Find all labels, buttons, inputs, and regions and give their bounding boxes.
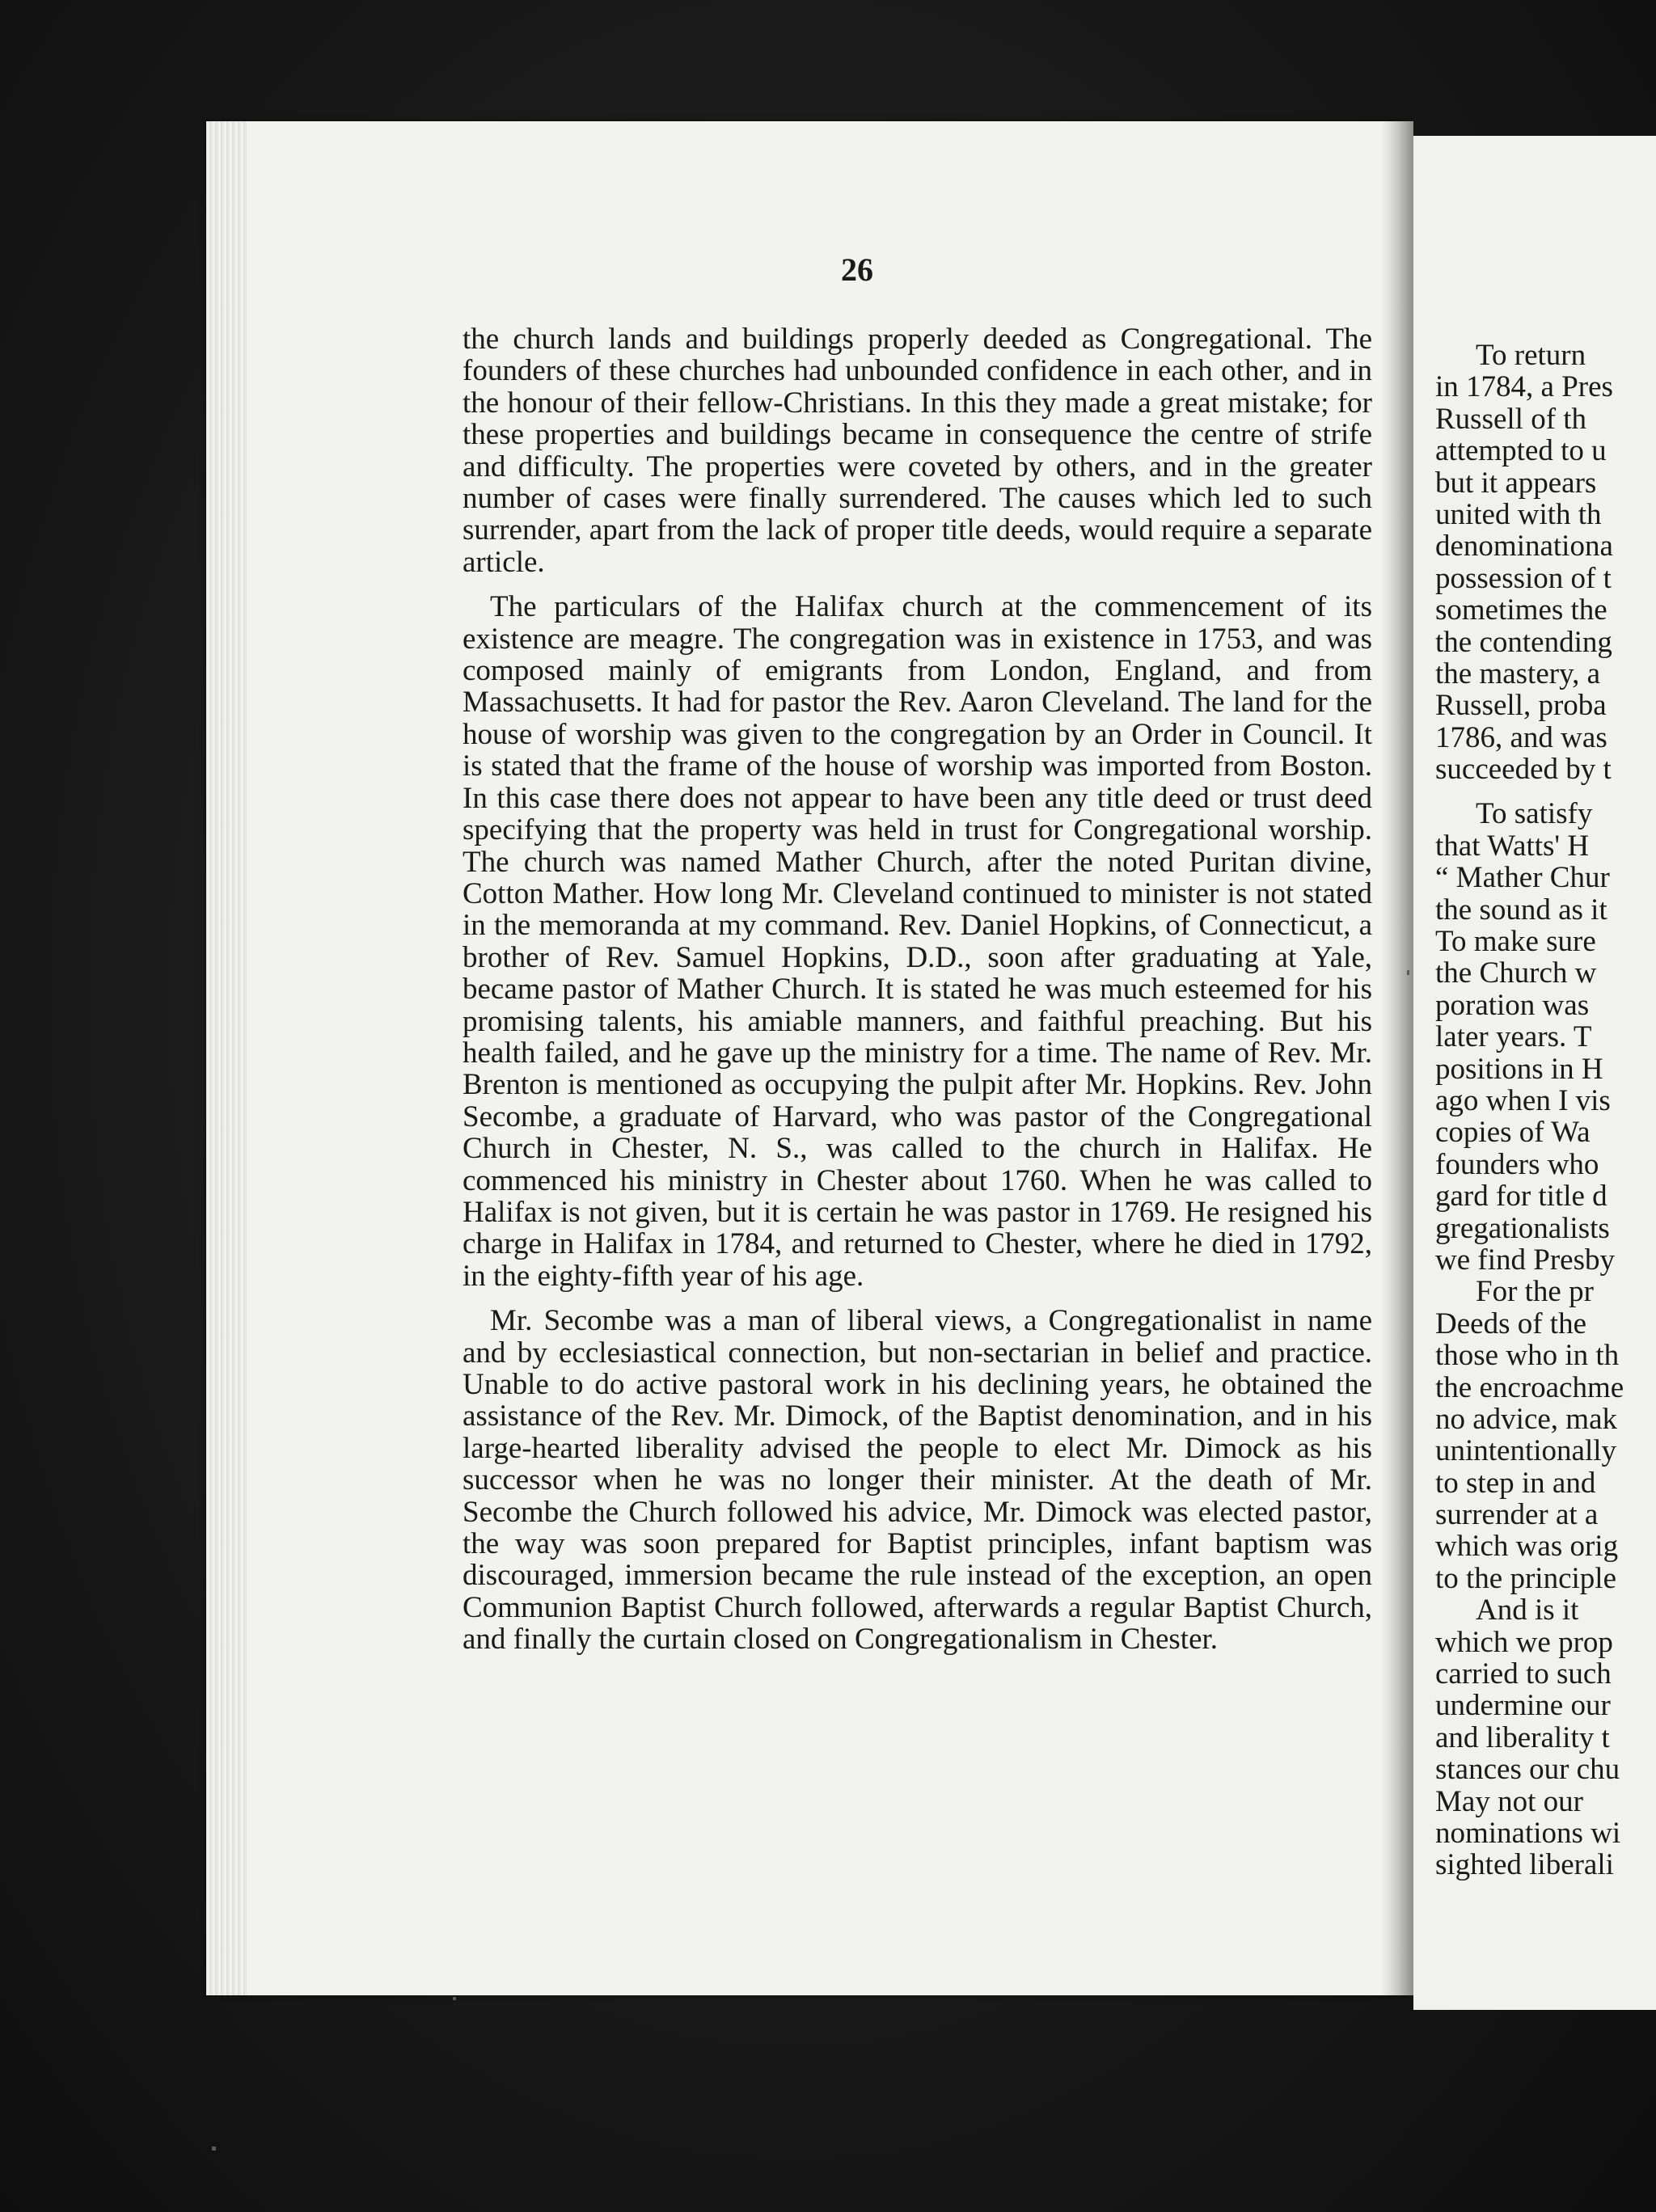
text-line: Deeds of the	[1435, 1307, 1586, 1340]
text-line: that Watts' H	[1435, 829, 1590, 863]
text-line: “ Mather Chur	[1435, 861, 1610, 895]
text-line: undermine our	[1435, 1689, 1611, 1723]
text-line: to step in and	[1435, 1466, 1596, 1500]
text-line: 1786, and was	[1435, 720, 1607, 754]
text-line: sometimes the	[1435, 593, 1607, 627]
text-line: in 1784, a Pres	[1435, 370, 1613, 404]
paragraph: Mr. Secombe was a man of liberal views, a Congregationalist in name and by ecclesiastical connection, but non-sectarian in belief and practice. Unable to do active pastoral work in his declining years, he obtained the assistance of the Rev. Mr. Dimock, of the Baptist denomination, and in his large-hearted liberality advised the people to elect Mr. Dimock as his successor when he was no longer their minister. At the death of Mr. Secombe the Church followed his advice, Mr. Dimock was elected pastor, the way was soon prepared for Baptist principles, infant baptism was discouraged, immersion became the rule instead of the exception, an open Communion Baptist Church followed, afterwards a regular Baptist Church, and finally the curtain closed on Congregationalism in Chester.	[463, 1304, 1372, 1657]
text-line: the encroachme	[1435, 1370, 1624, 1404]
text-line: succeeded by t	[1435, 753, 1612, 787]
book-gutter	[1381, 121, 1413, 1995]
text-line: positions in H	[1435, 1052, 1603, 1086]
right-page-text	[1435, 340, 1656, 1881]
text-line: but it appears	[1435, 466, 1597, 500]
text-line: denominationa	[1435, 530, 1613, 564]
text-line: Russell of th	[1435, 402, 1587, 436]
text-line: which we prop	[1435, 1625, 1613, 1659]
text-line: copies of Wa	[1435, 1116, 1591, 1150]
text-line: May not our	[1435, 1784, 1583, 1818]
text-line: carried to such	[1435, 1657, 1612, 1691]
text-line: To return	[1476, 339, 1586, 372]
text-line: the contending	[1435, 625, 1612, 659]
text-line: surrender at a	[1435, 1498, 1599, 1532]
text-line: possession of t	[1435, 561, 1612, 595]
text-line: nominations wi	[1435, 1816, 1621, 1850]
text-line: To make sure	[1435, 925, 1596, 959]
text-line: the sound as it	[1435, 893, 1607, 927]
paragraph: the church lands and buildings properly deeded as Congregational. The founders of these churches had unbounded confidence in each other, and in the honour of their fellow-Christians. In this they made a great mistake; for these properties and buildings became in consequence the centre of strife and difficulty. The properties were coveted by others, and in the greater number of cases were finally surrendered. The causes which led to such surrender, apart from the lack of proper title deeds, would require a separate article.	[463, 323, 1372, 579]
page-edges	[206, 121, 248, 1995]
text-line: ago when I vis	[1435, 1083, 1611, 1117]
text-line: which was orig	[1435, 1530, 1619, 1564]
paragraph: The particulars of the Halifax church at the commencement of its existence are meagre. The congregation was in existence in 1753, and was composed mainly of emigrants from London, England, and from Massachusetts. It had for pastor the Rev. Aaron Cleveland. The land for the house of worship was given to the congregation by an Order in Council. It is stated that the frame of the house of worship was imported from Boston. In this case there does not appear to have been any title deed or trust deed specifying that the property was held in trust for Congregational worship. The church was named Mather Church, after the noted Puritan divine, Cotton Mather. How long Mr. Cleveland continued to minister is not stated in the memoranda at my command. Rev. Daniel Hopkins, of Connecticut, a brother of Rev. Samuel Hopkins, D.D., soon after graduating at Yale, became pastor of Mather Church. It is stated he was much esteemed for his promising talents, his amiable manners, and faithful preaching. But his health failed, and he gave up the ministry for a time. The name of Rev. Mr. Brenton is mentioned as occupying the pulpit after Mr. Hopkins. Rev. John Secombe, a graduate of Harvard, who was pastor of the Congregational Church in Chester, N. S., was called to the church in Halifax. He commenced his ministry in Chester about 1760. When he was called to Halifax is not given, but it is certain he was pastor in 1769. He resigned his charge in Halifax in 1784, and returned to Chester, where he died in 1792, in the eighty-fifth year of his age.	[463, 590, 1372, 1293]
text-line: to the principle	[1435, 1561, 1616, 1595]
page-number: 26	[841, 251, 873, 288]
film-speck	[453, 1997, 456, 2000]
text-line: sighted liberali	[1435, 1848, 1614, 1882]
left-page-text	[463, 323, 1372, 1669]
text-line: later years. T	[1435, 1020, 1592, 1054]
text-line: For the pr	[1476, 1275, 1594, 1309]
text-line: the Church w	[1435, 956, 1597, 990]
text-line: Russell, proba	[1435, 689, 1607, 723]
text-line: gregationalists	[1435, 1211, 1610, 1245]
text-line: no advice, mak	[1435, 1402, 1617, 1436]
text-line: gard for title d	[1435, 1180, 1607, 1214]
text-line: And is it	[1476, 1594, 1579, 1627]
text-line: unintentionally	[1435, 1434, 1617, 1468]
text-line: To satisfy	[1476, 797, 1593, 831]
text-line: the mastery, a	[1435, 656, 1601, 690]
text-line: those who in th	[1435, 1339, 1620, 1373]
text-line: and liberality t	[1435, 1720, 1610, 1754]
text-line: founders who	[1435, 1147, 1599, 1181]
film-speck	[1407, 970, 1409, 975]
text-line: stances our chu	[1435, 1753, 1620, 1787]
film-speck	[212, 2147, 216, 2151]
text-line: we find Presby	[1435, 1243, 1615, 1277]
text-line: united with th	[1435, 497, 1602, 531]
text-line: attempted to u	[1435, 434, 1607, 468]
text-line: poration was	[1435, 988, 1590, 1022]
